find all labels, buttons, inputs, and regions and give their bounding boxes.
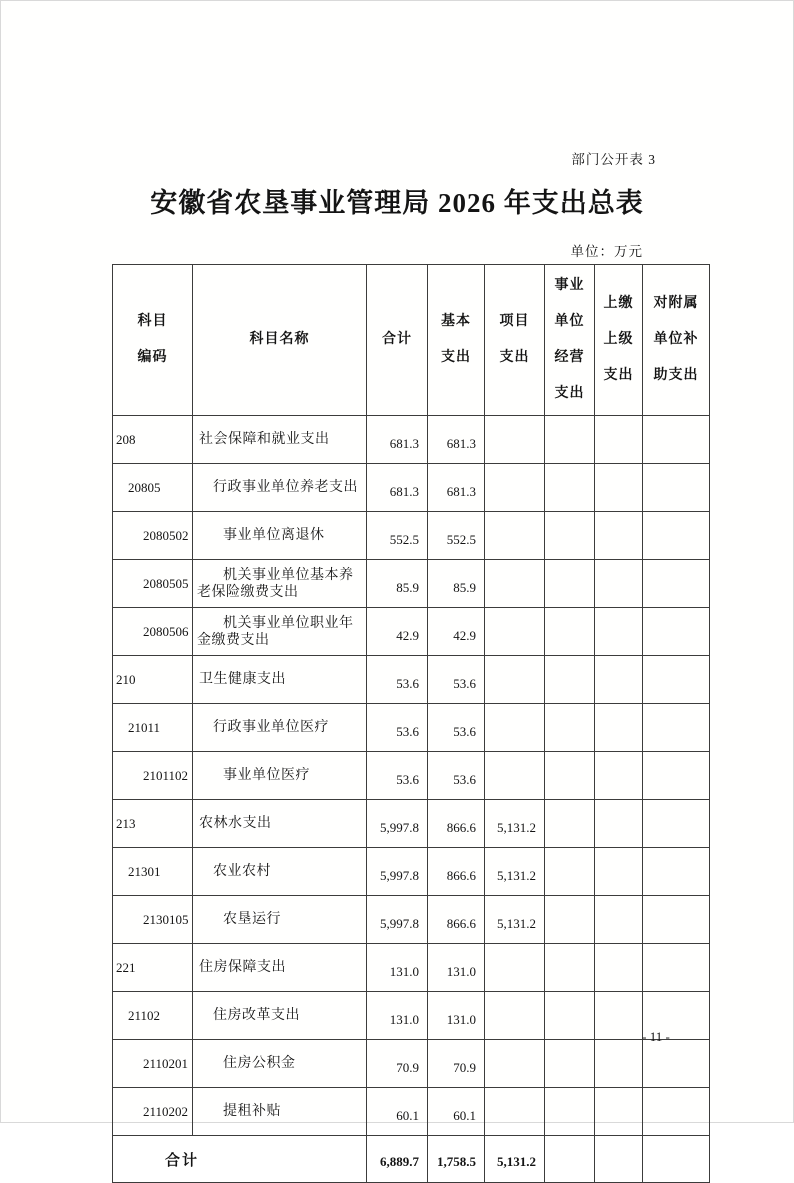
- value-cell-project: [485, 1088, 545, 1136]
- value-cell-business: [545, 944, 595, 992]
- table-body: [113, 416, 710, 1136]
- header-line: 支出: [554, 386, 585, 401]
- table-row: [113, 1040, 710, 1088]
- table-row: [113, 608, 710, 656]
- value-cell-basic: 53.6: [428, 704, 485, 752]
- name-cell: 农林水支出: [193, 800, 367, 848]
- value-cell-project: [485, 704, 545, 752]
- value-cell-upper: [595, 1040, 643, 1088]
- expenditure-table: [112, 264, 710, 1183]
- total-row: [113, 1136, 710, 1183]
- total-row-business: [545, 1136, 595, 1183]
- header-line: 助支出: [653, 368, 699, 383]
- header-line: 单位: [554, 314, 585, 329]
- header-line: 支出: [603, 368, 634, 383]
- name-cell: 机关事业单位基本养老保险缴费支出: [193, 560, 367, 608]
- value-cell-business: [545, 1088, 595, 1136]
- table-row: [113, 944, 710, 992]
- total-row-basic: 1,758.5: [428, 1136, 485, 1183]
- value-cell-affiliated: [643, 752, 710, 800]
- header-line: 项目: [499, 314, 530, 329]
- value-cell-project: 5,131.2: [485, 896, 545, 944]
- value-cell-project: [485, 944, 545, 992]
- page-title: 安徽省农垦事业管理局 2026 年支出总表: [150, 188, 644, 218]
- value-cell-affiliated: [643, 800, 710, 848]
- value-cell-upper: [595, 944, 643, 992]
- name-cell: 农业农村: [193, 848, 367, 896]
- value-cell-total: 85.9: [367, 560, 428, 608]
- value-cell-business: [545, 560, 595, 608]
- value-cell-business: [545, 992, 595, 1040]
- value-cell-project: 5,131.2: [485, 848, 545, 896]
- value-cell-basic: 681.3: [428, 464, 485, 512]
- table-header: [113, 265, 710, 416]
- value-cell-basic: 85.9: [428, 560, 485, 608]
- name-cell: 住房公积金: [193, 1040, 367, 1088]
- header-line: 支出: [499, 350, 530, 365]
- value-cell-project: [485, 608, 545, 656]
- header-line: 基本: [441, 314, 471, 329]
- value-cell-total: 681.3: [367, 416, 428, 464]
- value-cell-affiliated: [643, 608, 710, 656]
- table-row: [113, 848, 710, 896]
- table-row: [113, 416, 710, 464]
- value-cell-project: [485, 1040, 545, 1088]
- header-line: 合计: [382, 332, 412, 347]
- value-cell-total: 53.6: [367, 752, 428, 800]
- value-cell-project: [485, 752, 545, 800]
- value-cell-business: [545, 896, 595, 944]
- code-cell: 21102: [113, 992, 193, 1040]
- value-cell-upper: [595, 800, 643, 848]
- value-cell-basic: 866.6: [428, 800, 485, 848]
- value-cell-affiliated: [643, 416, 710, 464]
- code-cell: 2110201: [113, 1040, 193, 1088]
- header-line: 对附属: [653, 296, 699, 311]
- header-line: 科目名称: [249, 332, 310, 347]
- value-cell-basic: 53.6: [428, 656, 485, 704]
- unit-note: 单位：万元: [570, 244, 643, 259]
- value-cell-project: [485, 416, 545, 464]
- value-cell-project: [485, 656, 545, 704]
- value-cell-business: [545, 704, 595, 752]
- value-cell-affiliated: [643, 896, 710, 944]
- value-cell-basic: 866.6: [428, 896, 485, 944]
- value-cell-basic: 70.9: [428, 1040, 485, 1088]
- value-cell-upper: [595, 752, 643, 800]
- name-cell: 提租补贴: [193, 1088, 367, 1136]
- table-row: [113, 464, 710, 512]
- value-cell-total: 552.5: [367, 512, 428, 560]
- value-cell-total: 681.3: [367, 464, 428, 512]
- value-cell-business: [545, 608, 595, 656]
- value-cell-project: [485, 992, 545, 1040]
- table-row: [113, 560, 710, 608]
- value-cell-project: 5,131.2: [485, 800, 545, 848]
- name-cell: 事业单位医疗: [193, 752, 367, 800]
- value-cell-business: [545, 416, 595, 464]
- table-row: [113, 800, 710, 848]
- value-cell-affiliated: [643, 848, 710, 896]
- value-cell-upper: [595, 1088, 643, 1136]
- value-cell-affiliated: [643, 1088, 710, 1136]
- value-cell-upper: [595, 704, 643, 752]
- value-cell-basic: 131.0: [428, 992, 485, 1040]
- code-cell: 213: [113, 800, 193, 848]
- header-line: 支出: [441, 350, 471, 365]
- value-cell-upper: [595, 416, 643, 464]
- value-cell-total: 53.6: [367, 656, 428, 704]
- header-line: 编码: [137, 350, 168, 365]
- code-cell: 20805: [113, 464, 193, 512]
- value-cell-total: 70.9: [367, 1040, 428, 1088]
- code-cell: 208: [113, 416, 193, 464]
- table-row: [113, 656, 710, 704]
- code-cell: 2080505: [113, 560, 193, 608]
- value-cell-total: 5,997.8: [367, 896, 428, 944]
- value-cell-total: 5,997.8: [367, 800, 428, 848]
- value-cell-basic: 681.3: [428, 416, 485, 464]
- value-cell-affiliated: [643, 1040, 710, 1088]
- value-cell-basic: 866.6: [428, 848, 485, 896]
- column-header-name: [193, 265, 367, 416]
- value-cell-project: [485, 512, 545, 560]
- table-row: [113, 512, 710, 560]
- name-cell: 住房改革支出: [193, 992, 367, 1040]
- code-cell: 21011: [113, 704, 193, 752]
- code-cell: 21301: [113, 848, 193, 896]
- table-row: [113, 1088, 710, 1136]
- value-cell-affiliated: [643, 560, 710, 608]
- value-cell-basic: 53.6: [428, 752, 485, 800]
- value-cell-upper: [595, 464, 643, 512]
- column-header-total: [367, 265, 428, 416]
- name-cell: 行政事业单位养老支出: [193, 464, 367, 512]
- header-line: 上级: [603, 332, 634, 347]
- header-line: 上缴: [603, 296, 634, 311]
- value-cell-upper: [595, 608, 643, 656]
- value-cell-upper: [595, 560, 643, 608]
- name-cell: 行政事业单位医疗: [193, 704, 367, 752]
- value-cell-business: [545, 848, 595, 896]
- name-cell: 农垦运行: [193, 896, 367, 944]
- value-cell-business: [545, 464, 595, 512]
- column-header-business: [545, 265, 595, 416]
- value-cell-affiliated: [643, 656, 710, 704]
- code-cell: 210: [113, 656, 193, 704]
- header-row: [113, 265, 710, 416]
- value-cell-upper: [595, 848, 643, 896]
- doc-label: 部门公开表 3: [571, 152, 656, 167]
- value-cell-total: 5,997.8: [367, 848, 428, 896]
- value-cell-affiliated: [643, 464, 710, 512]
- name-cell: 事业单位离退休: [193, 512, 367, 560]
- value-cell-affiliated: [643, 704, 710, 752]
- value-cell-business: [545, 800, 595, 848]
- value-cell-affiliated: [643, 944, 710, 992]
- header-line: 事业: [554, 278, 585, 293]
- value-cell-upper: [595, 896, 643, 944]
- table-row: [113, 896, 710, 944]
- value-cell-upper: [595, 512, 643, 560]
- value-cell-total: 53.6: [367, 704, 428, 752]
- code-cell: 2080502: [113, 512, 193, 560]
- value-cell-total: 131.0: [367, 944, 428, 992]
- total-row-affiliated: [643, 1136, 710, 1183]
- value-cell-basic: 60.1: [428, 1088, 485, 1136]
- code-cell: 221: [113, 944, 193, 992]
- code-cell: 2130105: [113, 896, 193, 944]
- code-cell: 2101102: [113, 752, 193, 800]
- code-cell: 2080506: [113, 608, 193, 656]
- header-line: 科目: [137, 314, 168, 329]
- table-row: [113, 704, 710, 752]
- value-cell-affiliated: [643, 512, 710, 560]
- value-cell-project: [485, 464, 545, 512]
- value-cell-upper: [595, 656, 643, 704]
- value-cell-total: 60.1: [367, 1088, 428, 1136]
- value-cell-business: [545, 512, 595, 560]
- value-cell-basic: 131.0: [428, 944, 485, 992]
- name-cell: 机关事业单位职业年金缴费支出: [193, 608, 367, 656]
- code-cell: 2110202: [113, 1088, 193, 1136]
- total-row-label: 合计: [113, 1136, 367, 1183]
- value-cell-basic: 42.9: [428, 608, 485, 656]
- total-row-total: 6,889.7: [367, 1136, 428, 1183]
- total-row-upper: [595, 1136, 643, 1183]
- header-line: 单位补: [653, 332, 699, 347]
- value-cell-basic: 552.5: [428, 512, 485, 560]
- value-cell-total: 131.0: [367, 992, 428, 1040]
- value-cell-project: [485, 560, 545, 608]
- name-cell: 社会保障和就业支出: [193, 416, 367, 464]
- table-row: [113, 752, 710, 800]
- column-header-upper: [595, 265, 643, 416]
- column-header-affiliated: [643, 265, 710, 416]
- name-cell: 卫生健康支出: [193, 656, 367, 704]
- name-cell: 住房保障支出: [193, 944, 367, 992]
- header-line: 经营: [554, 350, 585, 365]
- column-header-basic: [428, 265, 485, 416]
- value-cell-business: [545, 1040, 595, 1088]
- column-header-project: [485, 265, 545, 416]
- total-row-project: 5,131.2: [485, 1136, 545, 1183]
- value-cell-business: [545, 752, 595, 800]
- value-cell-business: [545, 656, 595, 704]
- value-cell-total: 42.9: [367, 608, 428, 656]
- column-header-code: [113, 265, 193, 416]
- page-number: - 11 -: [642, 1029, 670, 1044]
